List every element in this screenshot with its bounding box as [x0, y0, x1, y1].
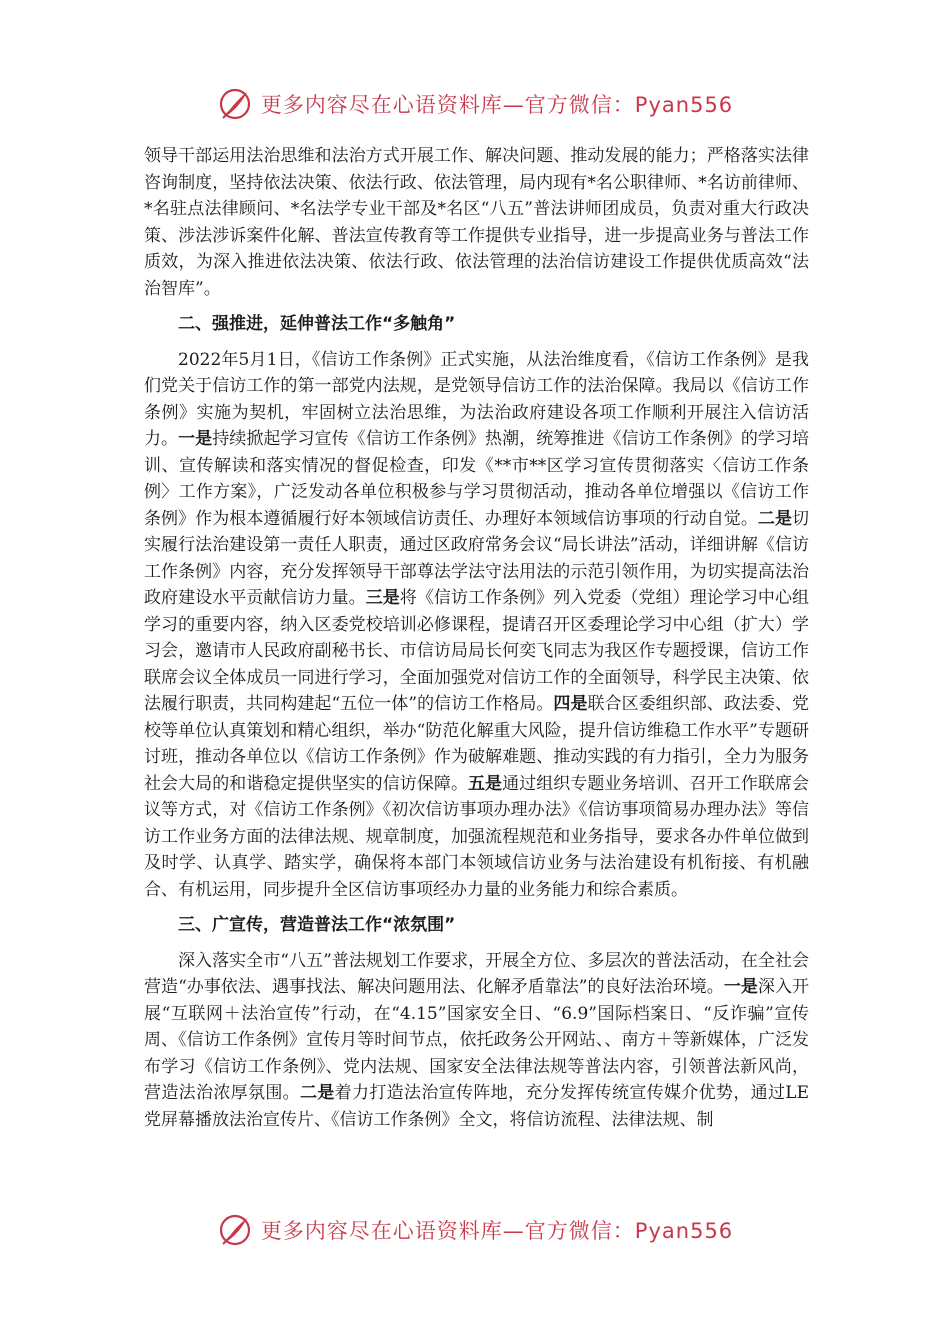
document-body	[144, 143, 809, 1133]
quill-logo-icon	[217, 1212, 253, 1248]
section-heading-2: 二、强推进，延伸普法工作“多触角”	[178, 314, 456, 334]
footer-banner	[0, 1210, 950, 1250]
banner-text: 更多内容尽在心语资料库—官方微信：Pyan556	[260, 1219, 734, 1243]
banner-text: 更多内容尽在心语资料库—官方微信：Pyan556	[260, 93, 734, 117]
quill-logo-icon	[217, 86, 253, 122]
paragraph-section-2: 2022年5月1日，《信访工作条例》正式实施，从法治维度看，《信访工作条例》是我们党关于信访工作的第一部党内法规，是党领导信访工作的法治保障。我局以《信访工作条例》实施为契机，牢固树立法治思维，为法治政府建设各项工作顺利开展注入信访活力。一是持续掀起学习宣传《信访工作条例》热潮，统筹推进《信访工作条例》的学习培训、宣传解读和落实情况的督促检查，印发《**市**区学习宣传贯彻落实〈信访工作条例〉工作方案》，广泛发动各单位积极参与学习贯彻活动，推动各单位增强以《信访工作条例》作为根本遵循履行好本领域信访责任、办理好本领域信访事项的行动自觉。二是切实履行法治建设第一责任人职责，通过区政府常务会议“局长讲法”活动，详细讲解《信访工作条例》内容，充分发挥领导干部尊法学法守法用法的示范引领作用，为切实提高法治政府建设水平贡献信访力量。三是将《信访工作条例》列入党委（党组）理论学习中心组学习的重要内容，纳入区委党校培训必修课程，提请召开区委理论学习中心组（扩大）学习会，邀请市人民政府副秘书长、市信访局局长何奕飞同志为我区作专题授课，信访工作联席会议全体成员一同进行学习，全面加强党对信访工作的全面领导，科学民主决策、依法履行职责，共同构建起“五位一体”的信访工作格局。四是联合区委组织部、政法委、党校等单位认真策划和精心组织，举办“防范化解重大风险，提升信访维稳工作水平”专题研讨班，推动各单位以《信访工作条例》作为破解难题、推动实践的有力指引，全力为服务社会大局的和谐稳定提供坚实的信访保障。五是通过组织专题业务培训、召开工作联席会议等方式，对《信访工作条例》《初次信访事项办理办法》《信访事项简易办理办法》等信访工作业务方面的法律法规、规章制度，加强流程规范和业务指导，要求各办件单位做到及时学、认真学、踏实学，确保将本部门本领域信访业务与法治建设有机衔接、有机融合、有机运用，同步提升全区信访事项经办力量的业务能力和综合素质。	[144, 349, 810, 900]
header-banner	[0, 84, 950, 124]
paragraph-continued: 领导干部运用法治思维和法治方式开展工作、解决问题、推动发展的能力；严格落实法律咨询制度，坚持依法决策、依法行政、依法管理，局内现有*名公职律师、*名访前律师、*名驻点法律顾问、*名法学专业干部及*名区“八五”普法讲师团成员，负责对重大行政决策、涉法涉诉案件化解、普法宣传教育等工作提供专业指导，进一步提高业务与普法工作质效，为深入推进依法决策、依法行政、依法管理的法治信访建设工作提供优质高效“法治智库”。	[144, 146, 809, 299]
paragraph-section-3: 深入落实全市“八五”普法规划工作要求，开展全方位、多层次的普法活动，在全社会营造“办事依法、遇事找法、解决问题用法、化解矛盾靠法”的良好法治环境。一是深入开展“互联网＋法治宣传”行动，在“4.15”国家安全日、“6.9”国际档案日、“反诈骗”宣传周、《信访工作条例》宣传月等时间节点，依托政务公开网站、、南方＋等新媒体，广泛发布学习《信访工作条例》、党内法规、国家安全法律法规等普法内容，引领普法新风尚，营造法治浓厚氛围。二是着力打造法治宣传阵地，充分发挥传统宣传媒介优势，通过LE党屏幕播放法治宣传片、《信访工作条例》全文，将信访流程、法律法规、制	[144, 950, 810, 1130]
section-heading-3: 三、广宣传，营造普法工作“浓氛围”	[178, 915, 456, 935]
